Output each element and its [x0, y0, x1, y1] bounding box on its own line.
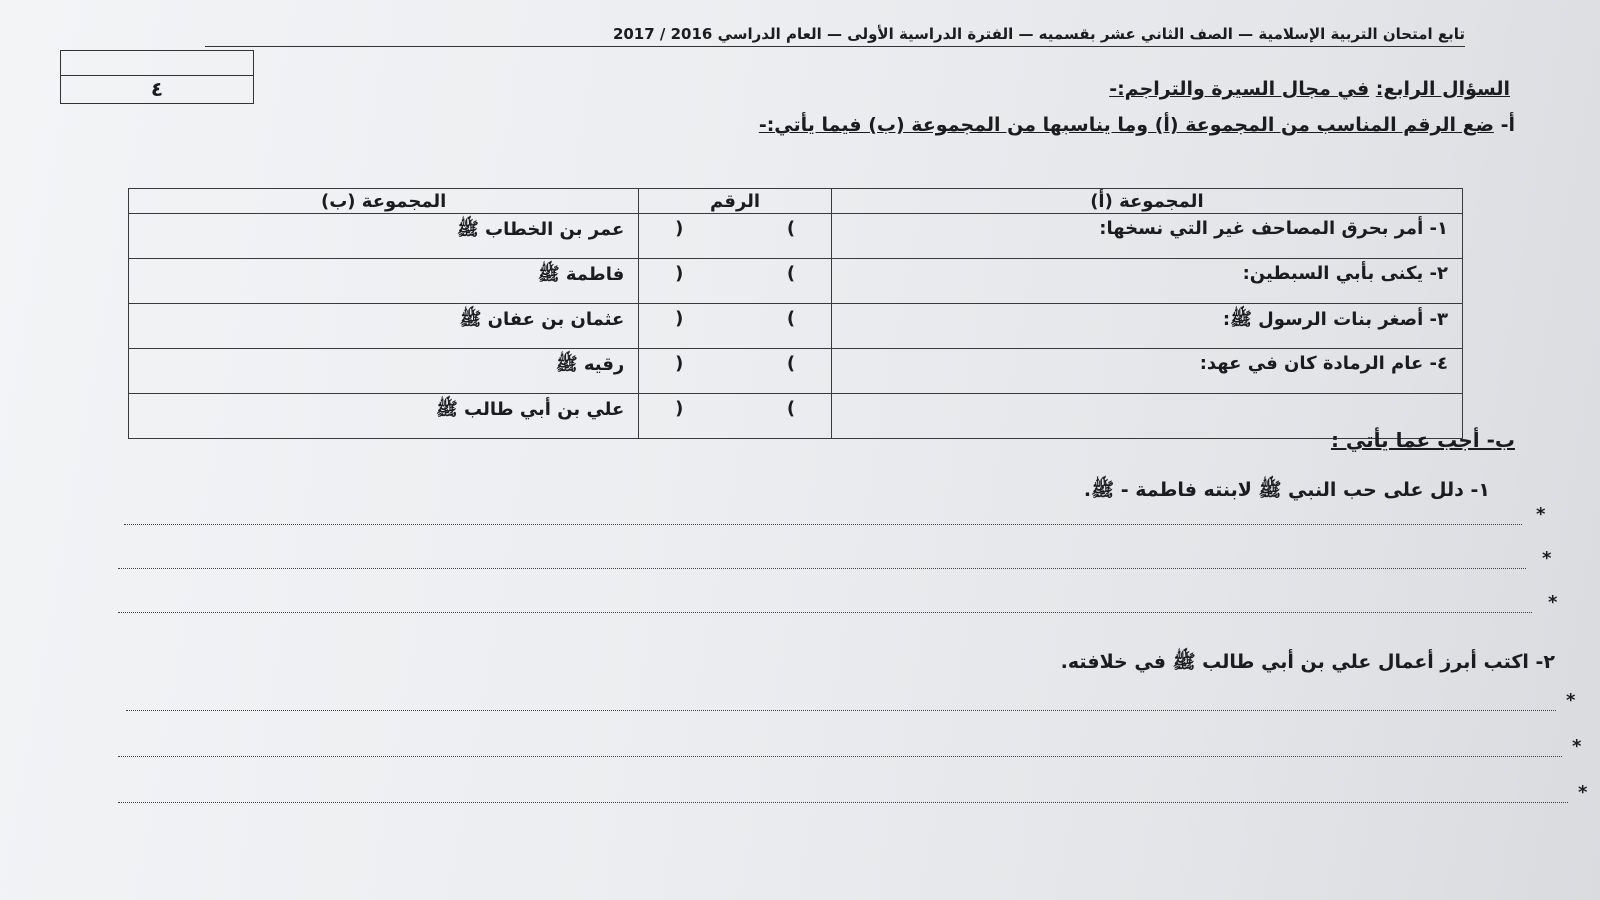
answer-line[interactable] [118, 612, 1532, 613]
answer-line[interactable] [118, 756, 1562, 757]
answer-bullet: * [1536, 504, 1546, 525]
answer-bullet: * [1566, 690, 1576, 711]
answer-bullet: * [1572, 736, 1582, 757]
answer-line[interactable] [126, 710, 1556, 711]
group-a-item: ٣- أصغر بنات الرسول ﷺ: [831, 304, 1462, 349]
group-a-item: ١- أمر بحرق المصاحف غير التي نسخها: [831, 214, 1462, 259]
question-topic: في مجال السيرة والتراجم:- [1109, 78, 1370, 100]
table-row [129, 259, 1463, 304]
answer-line[interactable] [124, 524, 1522, 525]
question-title [1109, 78, 1510, 100]
answer-bullet: * [1542, 548, 1552, 569]
part-b-title: ب- أجب عما يأتي : [1330, 428, 1515, 452]
number-answer-field[interactable] [639, 304, 832, 349]
paren-close: ) [786, 353, 796, 374]
header-number: الرقم [639, 189, 832, 214]
part-a-prefix: أ- [1500, 114, 1515, 136]
group-b-item: رقيه ﷺ [129, 349, 639, 394]
header-group-a: المجموعة (أ) [831, 189, 1462, 214]
paren-close: ) [786, 398, 796, 419]
question-label: السؤال الرابع: [1375, 78, 1510, 100]
group-b-item: عمر بن الخطاب ﷺ [129, 214, 639, 259]
table-row [129, 349, 1463, 394]
answer-line[interactable] [118, 802, 1568, 803]
paren-open: ( [675, 263, 684, 284]
group-a-item: ٢- يكنى بأبي السبطين: [831, 259, 1462, 304]
group-a-item: ٤- عام الرمادة كان في عهد: [831, 349, 1462, 394]
group-b-item: فاطمة ﷺ [129, 259, 639, 304]
table-row [129, 394, 1463, 439]
score-value: ٤ [150, 77, 164, 101]
exam-header: تابع امتحان التربية الإسلامية — الصف الثاني عشر بقسميه — الفترة الدراسية الأولى — العام الدراسي 2016 / 2017 [205, 24, 1465, 47]
paren-open: ( [675, 308, 684, 329]
paren-close: ) [786, 218, 796, 239]
number-answer-field[interactable] [639, 394, 832, 439]
header-group-b: المجموعة (ب) [129, 189, 639, 214]
paren-open: ( [675, 218, 684, 239]
paren-open: ( [675, 398, 684, 419]
number-answer-field[interactable] [639, 259, 832, 304]
part-a-text: ضع الرقم المناسب من المجموعة (أ) وما يناسبها من المجموعة (ب) فيما يأتي:- [758, 114, 1494, 136]
number-answer-field[interactable] [639, 349, 832, 394]
table-row [129, 214, 1463, 259]
part-b-question-1: ١- دلل على حب النبي ﷺ لابنته فاطمة - ﷺ. [1083, 479, 1490, 501]
group-b-item: عثمان بن عفان ﷺ [129, 304, 639, 349]
part-a-instruction [759, 114, 1515, 136]
number-answer-field[interactable] [639, 214, 832, 259]
table-row [129, 304, 1463, 349]
part-b-question-2: ٢- اكتب أبرز أعمال علي بن أبي طالب ﷺ في خلافته. [1060, 651, 1555, 673]
group-b-item: علي بن أبي طالب ﷺ [129, 394, 639, 439]
score-box-top [61, 51, 253, 76]
score-box [60, 50, 254, 104]
answer-bullet: * [1548, 592, 1558, 613]
paren-open: ( [675, 353, 684, 374]
paren-close: ) [786, 308, 796, 329]
answer-line[interactable] [118, 568, 1526, 569]
paren-close: ) [786, 263, 796, 284]
answer-bullet: * [1578, 782, 1588, 803]
matching-table [128, 188, 1463, 439]
